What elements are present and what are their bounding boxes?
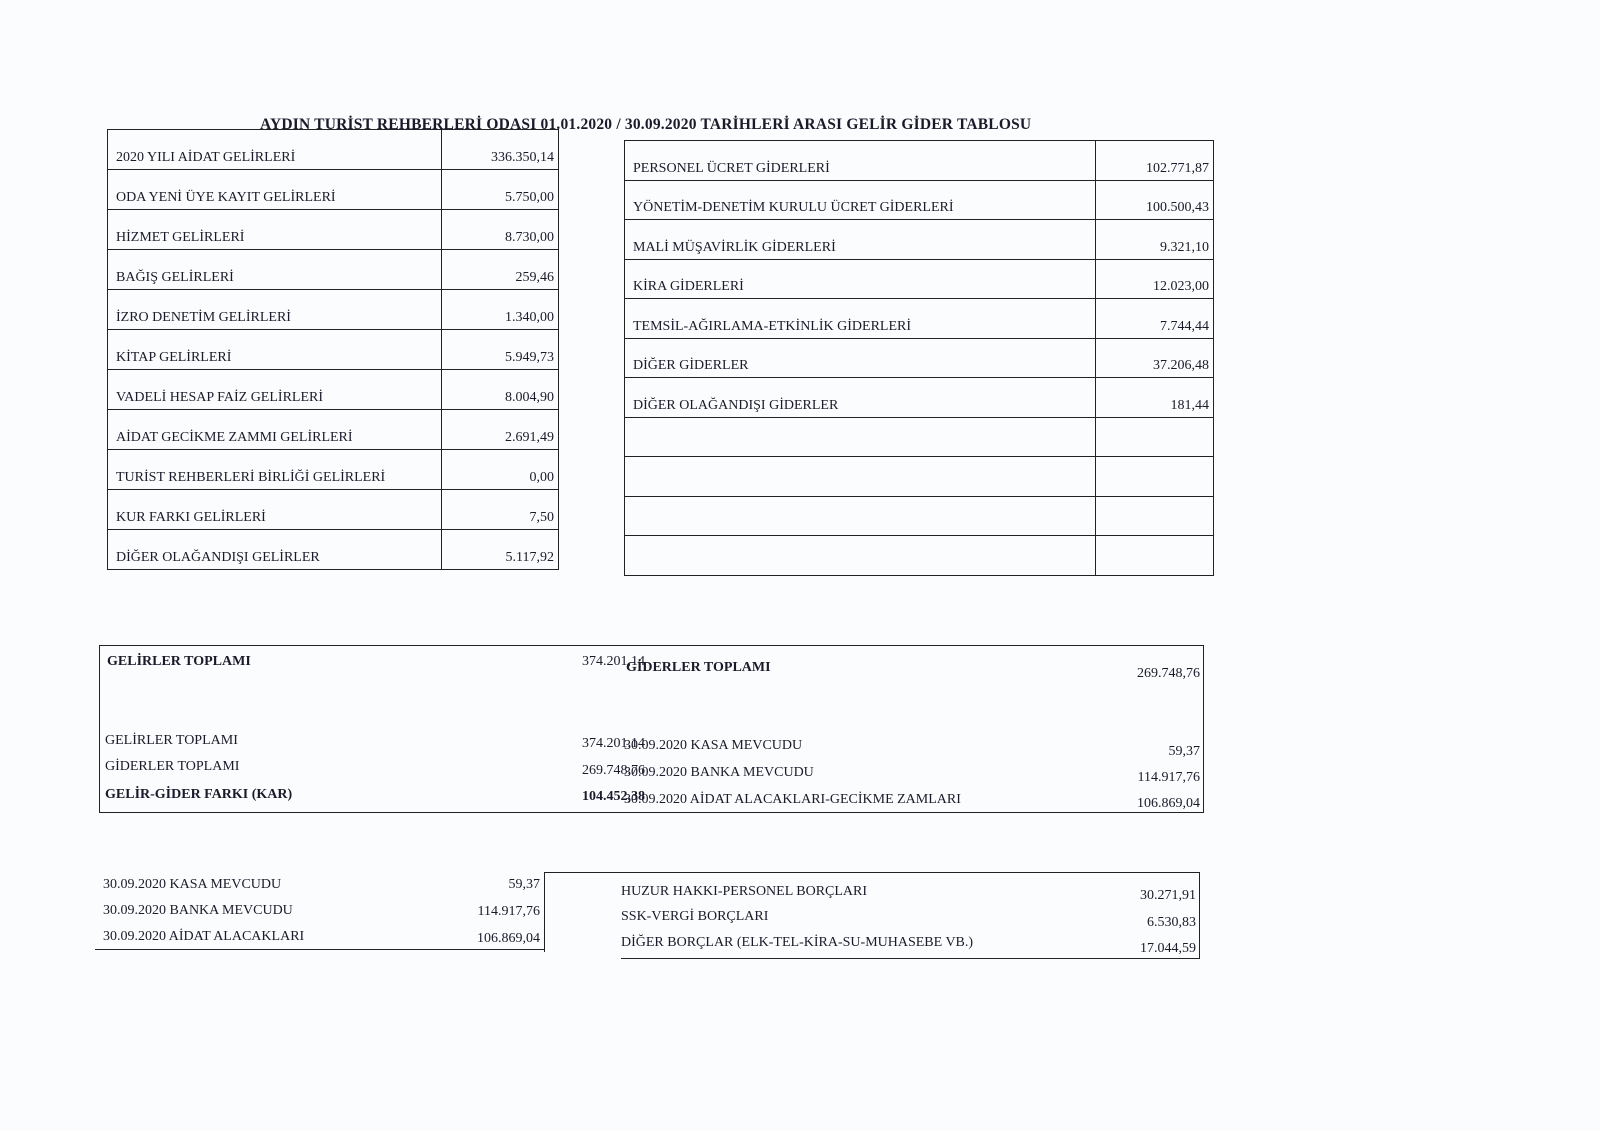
expense-label: DİĞER GİDERLER [633,358,749,373]
expense-label: YÖNETİM-DENETİM KURULU ÜCRET GİDERLERİ [633,200,954,215]
debts-underline [621,958,1200,959]
expense-table [624,140,1214,576]
summary-right-value: 106.869,04 [1137,796,1200,811]
expense-row [625,141,1213,181]
debts-left-border [544,872,545,952]
expense-label: KİRA GİDERLERİ [633,279,744,294]
debt-label: DİĞER BORÇLAR (ELK-TEL-KİRA-SU-MUHASEBE VB.) [621,935,974,950]
expense-label [625,418,1095,457]
assets-underline [95,949,545,950]
page-title: AYDIN TURİST REHBERLERİ ODASI 01.01.2020 / 30.09.2020 TARİHLERİ ARASI GELİR GİDER TABLOSU [260,116,1032,133]
income-label: VADELİ HESAP FAİZ GELİRLERİ [116,390,324,405]
asset-label: 30.09.2020 KASA MEVCUDU [103,877,282,892]
debt-value: 6.530,83 [1147,915,1196,930]
income-value: 5.750,00 [441,170,558,209]
income-value: 8.730,00 [441,210,558,249]
income-label: TURİST REHBERLERİ BİRLİĞİ GELİRLERİ [116,470,386,485]
income-label: BAĞIŞ GELİRLERİ [116,270,234,285]
income-value: 2.691,49 [441,410,558,449]
expense-row [625,457,1213,497]
debt-label: SSK-VERGİ BORÇLARI [621,909,769,924]
income-row [108,130,558,170]
expense-total-value: 269.748,76 [1137,666,1200,681]
income-label: 2020 YILI AİDAT GELİRLERİ [116,150,296,165]
income-row [108,170,558,210]
expense-label: TEMSİL-AĞIRLAMA-ETKİNLİK GİDERLERİ [633,318,912,334]
asset-value: 106.869,04 [477,931,540,946]
expense-value: 37.206,48 [1095,339,1213,378]
expense-row [625,497,1213,537]
summary-left-value: 374.201,14 [582,736,645,751]
income-label: İZRO DENETİM GELİRLERİ [116,310,291,325]
asset-label: 30.09.2020 AİDAT ALACAKLARI [103,929,305,944]
debts-top-border [544,872,1200,873]
expense-row [625,299,1213,339]
income-label: HİZMET GELİRLERİ [116,230,245,245]
income-row [108,370,558,410]
income-value: 336.350,14 [441,130,558,169]
summary-right-label: 30.09.2020 AİDAT ALACAKLARI-GECİKME ZAMLARI [624,792,961,807]
expense-row [625,181,1213,221]
summary-left-label: GELİR-GİDER FARKI (KAR) [105,787,293,802]
income-label: AİDAT GECİKME ZAMMI GELİRLERİ [116,430,353,445]
income-label: DİĞER OLAĞANDIŞI GELİRLER [116,550,320,565]
expense-row [625,536,1213,576]
income-label: ODA YENİ ÜYE KAYIT GELİRLERİ [116,190,336,205]
income-value: 259,46 [441,250,558,289]
income-table [107,129,559,570]
income-row [108,250,558,290]
summary-left-label: GELİRLER TOPLAMI [105,733,238,748]
income-row [108,450,558,490]
expense-row [625,378,1213,418]
summary-right-label: 30.09.2020 BANKA MEVCUDU [624,765,814,780]
expense-value: 100.500,43 [1095,181,1213,220]
expense-value: 9.321,10 [1095,220,1213,259]
expense-label: DİĞER OLAĞANDIŞI GİDERLER [633,397,839,413]
expense-value: 7.744,44 [1095,299,1213,338]
income-label: KİTAP GELİRLERİ [116,350,232,365]
expense-label: PERSONEL ÜCRET GİDERLERİ [633,160,830,176]
expense-label [625,536,1095,575]
income-value: 0,00 [441,450,558,489]
expense-row [625,260,1213,300]
expense-row [625,220,1213,260]
income-row [108,290,558,330]
income-value: 7,50 [441,490,558,529]
expense-value [1095,418,1213,457]
asset-value: 59,37 [508,877,540,892]
summary-box [99,645,1204,813]
summary-right-value: 114.917,76 [1137,770,1200,785]
income-value: 5.117,92 [441,530,558,569]
income-row [108,410,558,450]
debt-label: HUZUR HAKKI-PERSONEL BORÇLARI [621,884,868,899]
debt-value: 30.271,91 [1140,888,1196,903]
income-value: 8.004,90 [441,370,558,409]
income-total-value: 374.201,14 [582,654,645,669]
expense-value [1095,497,1213,536]
income-total-label: GELİRLER TOPLAMI [107,654,251,669]
expense-row [625,339,1213,379]
asset-value: 114.917,76 [477,904,540,919]
debts-right-border [1199,872,1200,959]
income-row [108,530,558,570]
expense-value: 12.023,00 [1095,260,1213,299]
summary-left-value: 269.748,76 [582,763,645,778]
expense-value [1095,536,1213,575]
income-value: 1.340,00 [441,290,558,329]
summary-right-label: 30.09.2020 KASA MEVCUDU [624,738,803,753]
asset-label: 30.09.2020 BANKA MEVCUDU [103,903,293,918]
summary-left-value: 104.452,38 [582,789,645,804]
income-row [108,490,558,530]
summary-right-value: 59,37 [1168,744,1200,759]
expense-value: 181,44 [1095,378,1213,417]
expense-row [625,418,1213,458]
expense-value [1095,457,1213,496]
summary-left-label: GİDERLER TOPLAMI [105,759,240,774]
expense-total-label: GİDERLER TOPLAMI [626,660,771,675]
debt-value: 17.044,59 [1140,941,1196,956]
income-row [108,210,558,250]
income-value: 5.949,73 [441,330,558,369]
expense-label: MALİ MÜŞAVİRLİK GİDERLERİ [633,239,836,255]
expense-value: 102.771,87 [1095,141,1213,180]
expense-label [625,497,1095,536]
income-row [108,330,558,370]
expense-label [625,457,1095,496]
income-label: KUR FARKI GELİRLERİ [116,510,266,525]
